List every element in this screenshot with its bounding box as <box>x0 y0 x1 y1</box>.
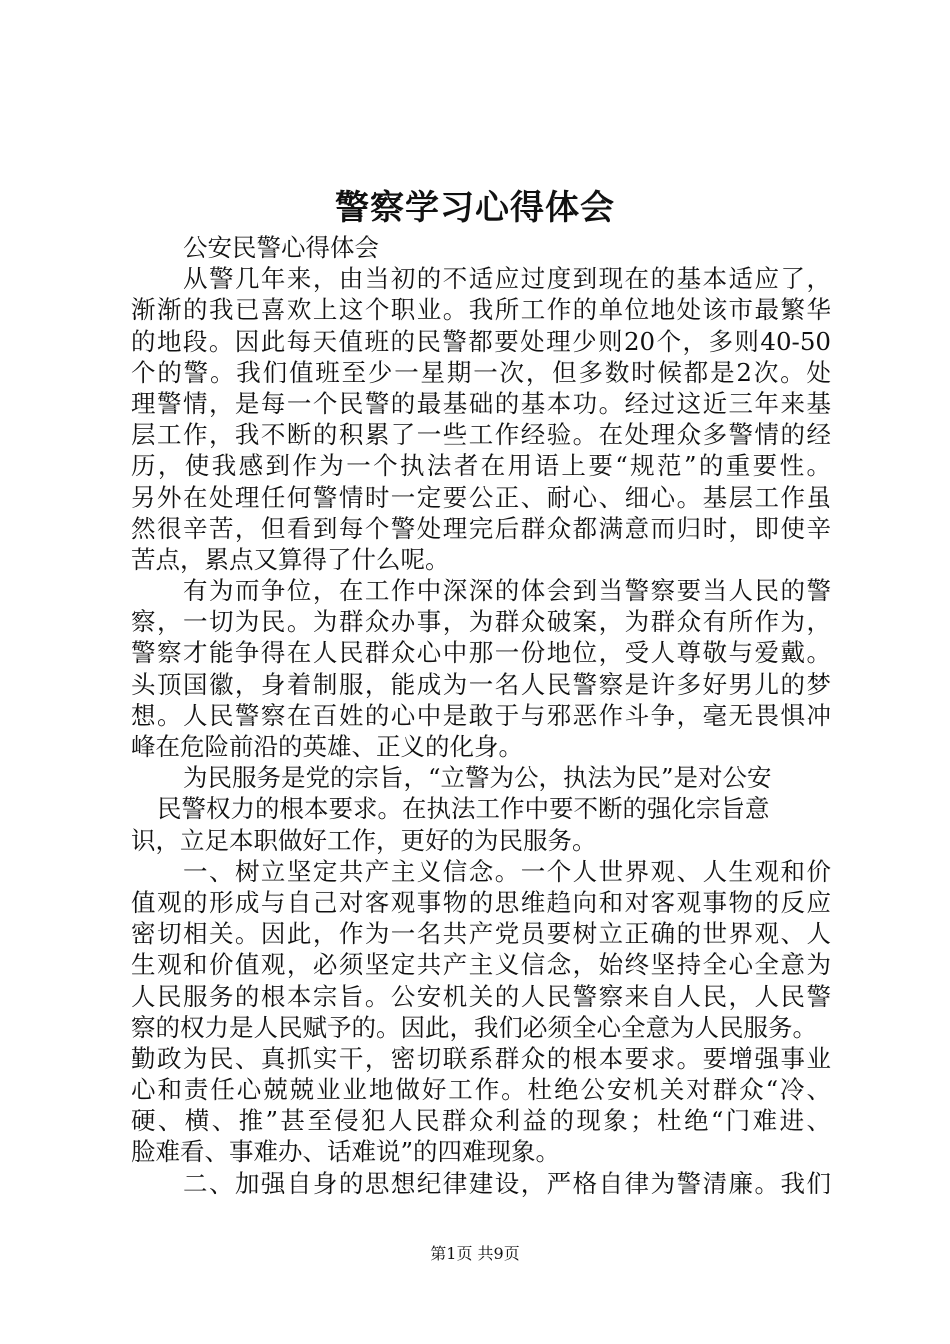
paragraph-line: 从警几年来，由当初的不适应过度到现在的基本适应了， <box>183 264 831 294</box>
paragraph-line: 历，使我感到作为一个执法者在用语上要“规范”的重要性。 <box>131 451 831 481</box>
paragraph-line: 另外在处理任何警情时一定要公正、耐心、细心。基层工作虽 <box>131 482 831 512</box>
paragraph-line: 脸难看、事难办、话难说”的四难现象。 <box>131 1137 561 1167</box>
paragraph-line: 一、树立坚定共产主义信念。一个人世界观、人生观和价 <box>183 856 831 886</box>
paragraph-line: 警察才能争得在人民群众心中那一份地位，受人尊敬与爱戴。 <box>131 638 831 668</box>
paragraph-line: 察的权力是人民赋予的。因此，我们必须全心全意为人民服务。 <box>131 1012 817 1042</box>
paragraph-line: 理警情，是每一个民警的最基础的基本功。经过这近三年来基 <box>131 388 831 418</box>
paragraph-line: 心和责任心兢兢业业地做好工作。杜绝公安机关对群众“冷、 <box>131 1075 831 1105</box>
document-body <box>131 232 831 1199</box>
paragraph-line: 硬、横、推”甚至侵犯人民群众利益的现象；杜绝“门难进、 <box>131 1106 831 1136</box>
page-number-footer: 第1页 共9页 <box>430 1244 520 1263</box>
paragraph-line: 层工作，我不断的积累了一些工作经验。在处理众多警情的经 <box>131 420 831 450</box>
paragraph-line: 民警权力的根本要求。在执法工作中要不断的强化宗旨意 <box>157 794 770 824</box>
paragraph-line: 然很辛苦，但看到每个警处理完后群众都满意而归时，即使辛 <box>131 513 831 543</box>
paragraph-line: 有为而争位，在工作中深深的体会到当警察要当人民的警 <box>183 576 831 606</box>
paragraph-line: 人民服务的根本宗旨。公安机关的人民警察来自人民，人民警 <box>131 981 831 1011</box>
paragraph-line: 想。人民警察在百姓的心中是敢于与邪恶作斗争，毫无畏惧冲 <box>131 700 831 730</box>
document-title: 警察学习心得体会 <box>335 188 615 228</box>
paragraph-line: 苦点，累点又算得了什么呢。 <box>131 544 450 574</box>
paragraph-line: 的地段。因此每天值班的民警都要处理少则20个，多则40-50 <box>131 326 831 356</box>
paragraph-line: 渐渐的我已喜欢上这个职业。我所工作的单位地处该市最繁华 <box>131 295 831 325</box>
paragraph-line: 察，一切为民。为群众办事，为群众破案，为群众有所作为， <box>131 607 831 637</box>
paragraph-line: 峰在危险前沿的英雄、正义的化身。 <box>131 732 523 761</box>
paragraph-line: 勤政为民、真抓实干，密切联系群众的根本要求。要增强事业 <box>131 1043 831 1073</box>
paragraph-line: 生观和价值观，必须坚定共产主义信念，始终坚持全心全意为 <box>131 950 831 980</box>
paragraph-line: 个的警。我们值班至少一星期一次，但多数时候都是2次。处 <box>131 357 831 387</box>
paragraph-line: 公安民警心得体会 <box>183 233 379 262</box>
paragraph-line: 二、加强自身的思想纪律建设，严格自律为警清廉。我们 <box>183 1168 831 1198</box>
paragraph-line: 密切相关。因此，作为一名共产党员要树立正确的世界观、人 <box>131 919 831 949</box>
paragraph-line: 为民服务是党的宗旨，“立警为公，执法为民”是对公安 <box>183 763 772 793</box>
paragraph-line: 头顶国徽，身着制服，能成为一名人民警察是许多好男儿的梦 <box>131 669 831 699</box>
paragraph-line: 值观的形成与自己对客观事物的思维趋向和对客观事物的反应 <box>131 887 831 917</box>
paragraph-line: 识，立足本职做好工作，更好的为民服务。 <box>131 825 597 855</box>
